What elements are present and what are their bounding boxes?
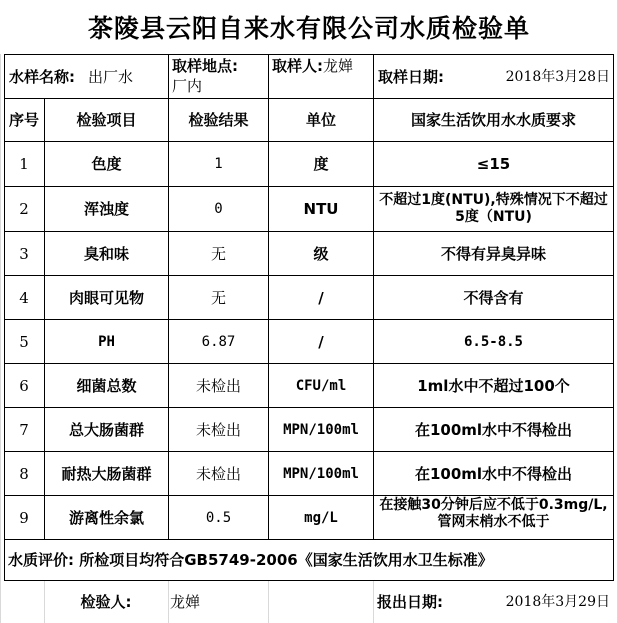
sampler-label-text: 取样人: (272, 57, 323, 75)
cell-seq: 9 (19, 508, 29, 527)
cell-unit: NTU (303, 200, 339, 218)
cell-result: 6.87 (201, 333, 236, 350)
cell-unit: 度 (313, 155, 329, 173)
cell-unit: / (318, 332, 324, 351)
header-result: 检验结果 (188, 111, 249, 129)
cell-item: 细菌总数 (76, 376, 137, 395)
cell-result: 未检出 (195, 420, 241, 439)
inspector-value: 龙婵 (170, 593, 201, 611)
cell-seq: 4 (19, 288, 29, 307)
cell-unit: 级 (313, 244, 329, 263)
grid-line (44, 581, 45, 623)
sample-name-label: 水样名称: (9, 67, 75, 86)
cell-standard: 在接触30分钟后应不低于0.3mg/L,管网末梢水不低于 (379, 497, 608, 530)
cell-unit: CFU/ml (295, 377, 347, 394)
date-label: 取样日期: (378, 67, 444, 86)
cell-item: 游离性余氯 (68, 508, 144, 527)
cell-seq: 2 (19, 200, 29, 218)
cell-seq: 1 (19, 155, 29, 173)
cell-result: 无 (210, 288, 226, 307)
sampler-label (272, 56, 372, 76)
cell-item: PH (98, 333, 115, 350)
report-date-value: 2018年3月29日 (505, 594, 610, 610)
border (613, 54, 614, 580)
cell-unit: mg/L (304, 509, 338, 526)
location-label: 取样地点: (172, 57, 238, 75)
grid-line (0, 54, 1, 623)
cell-unit: / (318, 288, 324, 307)
cell-standard: 不得含有 (463, 288, 524, 307)
cell-standard: 在100ml水中不得检出 (414, 420, 573, 439)
date-value: 2018年3月28日 (505, 68, 610, 85)
cell-result: 0 (214, 201, 223, 217)
cell-seq: 3 (19, 244, 29, 263)
cell-result: 1 (214, 156, 223, 172)
inspector-label: 检验人: (80, 593, 132, 611)
report-date-label: 报出日期: (377, 593, 443, 611)
cell-unit: MPN/100ml (283, 465, 359, 482)
cell-item: 肉眼可见物 (68, 288, 144, 307)
cell-item: 耐热大肠菌群 (61, 464, 152, 483)
sample-name-value: 出厂水 (88, 67, 134, 86)
cell-standard: 在100ml水中不得检出 (414, 464, 573, 483)
cell-seq: 7 (19, 420, 29, 439)
cell-result: 0.5 (205, 509, 232, 526)
location-value: 厂内 (172, 77, 203, 95)
cell-seq: 5 (19, 332, 29, 351)
cell-item: 总大肠菌群 (68, 420, 144, 439)
header-unit: 单位 (305, 111, 336, 129)
cell-standard: ≤15 (476, 155, 511, 173)
cell-result: 无 (210, 244, 226, 263)
cell-item: 色度 (91, 155, 122, 173)
cell-item: 浑浊度 (83, 200, 129, 218)
cell-result: 未检出 (195, 464, 241, 483)
cell-result: 未检出 (195, 376, 241, 395)
sampler-value: 龙婵 (323, 57, 354, 75)
evaluation-text: 水质评价: 所检项目均符合GB5749-2006《国家生活饮用水卫生标准》 (8, 551, 493, 569)
header-standard: 国家生活饮用水水质要求 (410, 111, 576, 129)
header-seq: 序号 (8, 111, 39, 129)
page-title: 茶陵县云阳自来水有限公司水质检验单 (87, 14, 530, 43)
grid-line (168, 581, 169, 623)
cell-standard: 不超过1度(NTU),特殊情况下不超过5度（NTU) (379, 192, 608, 225)
cell-item: 臭和味 (83, 244, 129, 263)
cell-standard: 6.5-8.5 (463, 333, 523, 350)
cell-seq: 8 (19, 464, 29, 483)
cell-unit: MPN/100ml (283, 421, 359, 438)
cell-seq: 6 (19, 376, 29, 395)
cell-standard: 不得有异臭异味 (440, 244, 546, 263)
grid-line (268, 581, 269, 623)
grid-line (373, 581, 374, 623)
cell-standard: 1ml水中不超过100个 (417, 376, 570, 395)
header-item: 检验项目 (76, 111, 137, 129)
